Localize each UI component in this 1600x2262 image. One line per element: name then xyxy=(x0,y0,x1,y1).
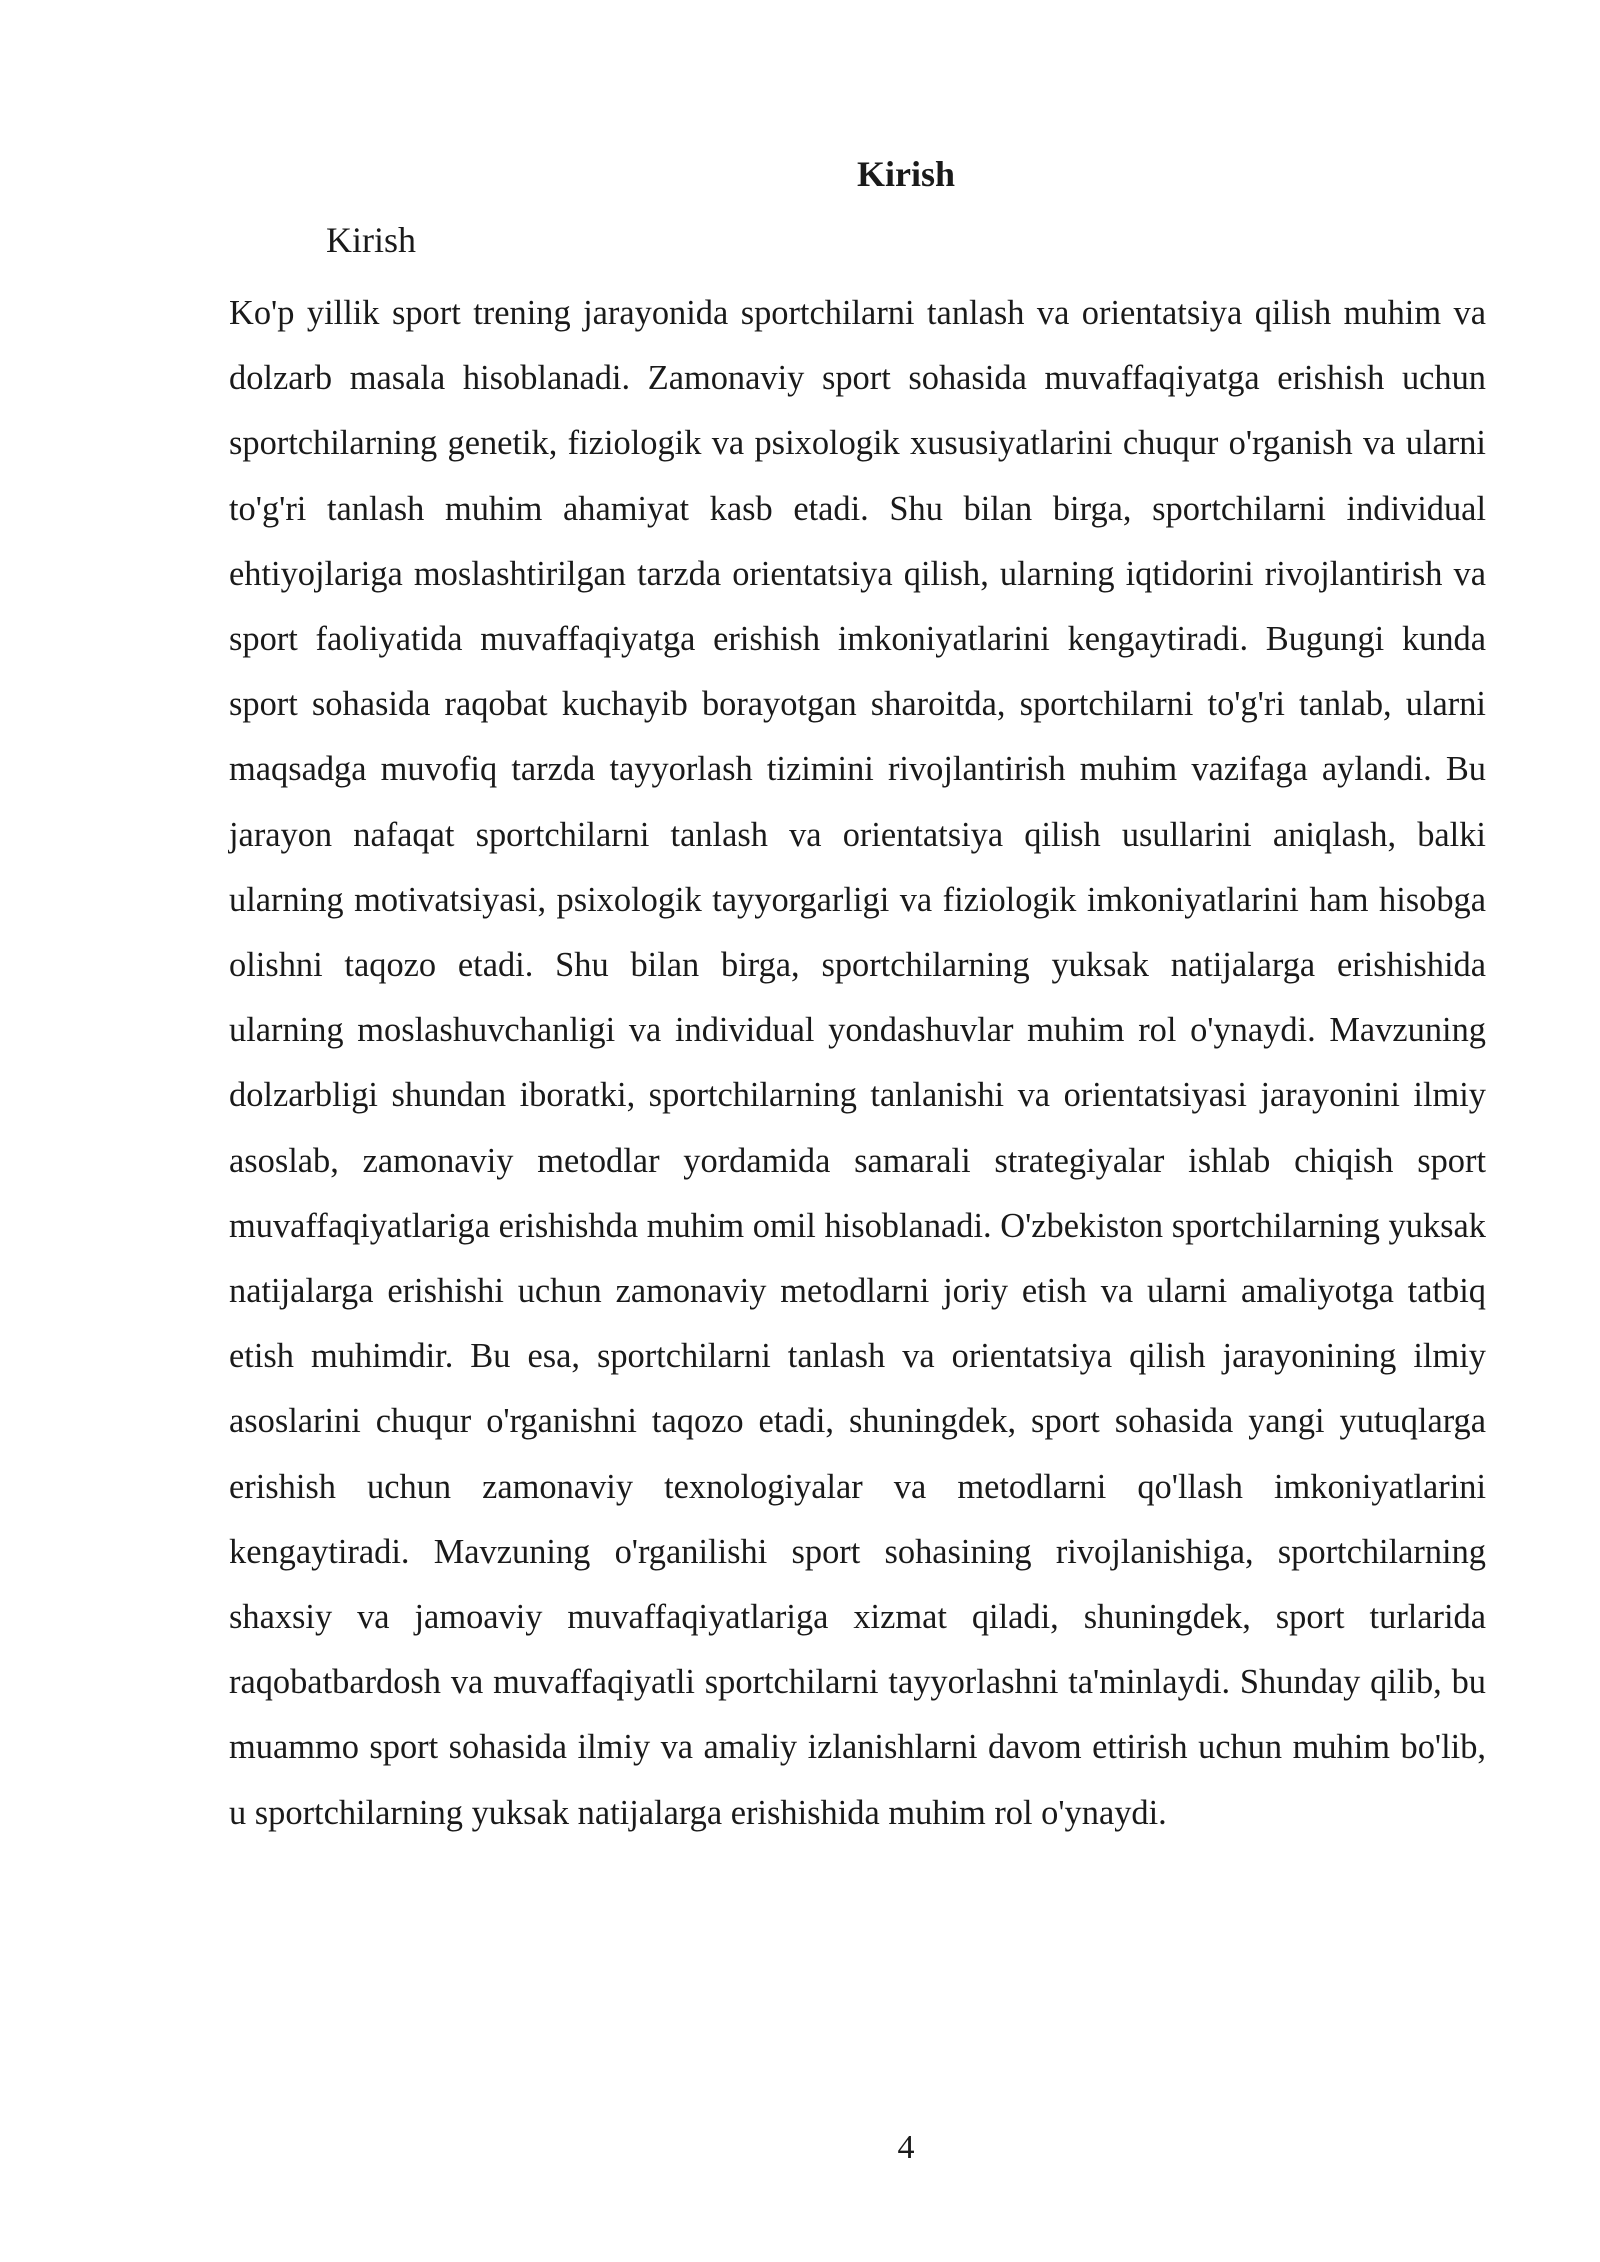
page-number: 4 xyxy=(897,2129,915,2166)
section-subheading: Kirish xyxy=(326,220,416,260)
body-paragraph: Ko'p yillik sport trening jarayonida sportchilarni tanlash va orientatsiya qilish muhim va dolzarb masala hisoblanadi. Zamonaviy sport sohasida muvaffaqiyatga erishish uchun sportchilarning genetik, fiziologik va psixologik xususiyatlarini chuqur o'rganish va ularni to'g'ri tanlash muhim ahamiyat kasb etadi. Shu bilan birga, sportchilarni individual ehtiyojlariga moslashtirilgan tarzda orientatsiya qilish, ularning iqtidorini rivojlantirish va sport faoliyatida muvaffaqiyatga erishish imkoniyatlarini kengaytiradi. Bugungi kunda sport sohasida raqobat kuchayib borayotgan sharoitda, sportchilarni to'g'ri tanlab, ularni maqsadga muvofiq tarzda tayyorlash tizimini rivojlantirish muhim vazifaga aylandi. Bu jarayon nafaqat sportchilarni tanlash va orientatsiya qilish usullarini aniqlash, balki ularning motivatsiyasi, psixologik tayyorgarligi va fiziologik imkoniyatlarini ham hisobga olishni taqozo etadi. Shu bilan birga, sportchilarning yuksak natijalarga erishishida ularning moslashuvchanligi va individual yondashuvlar muhim rol o'ynaydi. Mavzuning dolzarbligi shundan iboratki, sportchilarning tanlanishi va orientatsiyasi jarayonini ilmiy asoslab, zamonaviy metodlar yordamida samarali strategiyalar ishlab chiqish sport muvaffaqiyatlariga erishishda muhim omil hisoblanadi. O'zbekiston sportchilarning yuksak natijalarga erishishi uchun zamonaviy metodlarni joriy etish va ularni amaliyotga tatbiq etish muhimdir. Bu esa, sportchilarni tanlash va orientatsiya qilish jarayonining ilmiy asoslarini chuqur o'rganishni taqozo etadi, shuningdek, sport sohasida yangi yutuqlarga erishish uchun zamonaviy texnologiyalar va metodlarni qo'llash imkoniyatlarini kengaytiradi. Mavzuning o'rganilishi sport sohasining rivojlanishiga, sportchilarning shaxsiy va jamoaviy muvaffaqiyatlariga xizmat qiladi, shuningdek, sport turlarida raqobatbardosh va muvaffaqiyatli sportchilarni tayyorlashni ta'minlaydi. Shunday qilib, bu muammo sport sohasida ilmiy va amaliy izlanishlarni davom ettirish uchun muhim bo'lib, u sportchilarning yuksak natijalarga erishishida muhim rol o'ynaydi. xyxy=(229,294,1486,1832)
page-title: Kirish xyxy=(856,154,955,194)
